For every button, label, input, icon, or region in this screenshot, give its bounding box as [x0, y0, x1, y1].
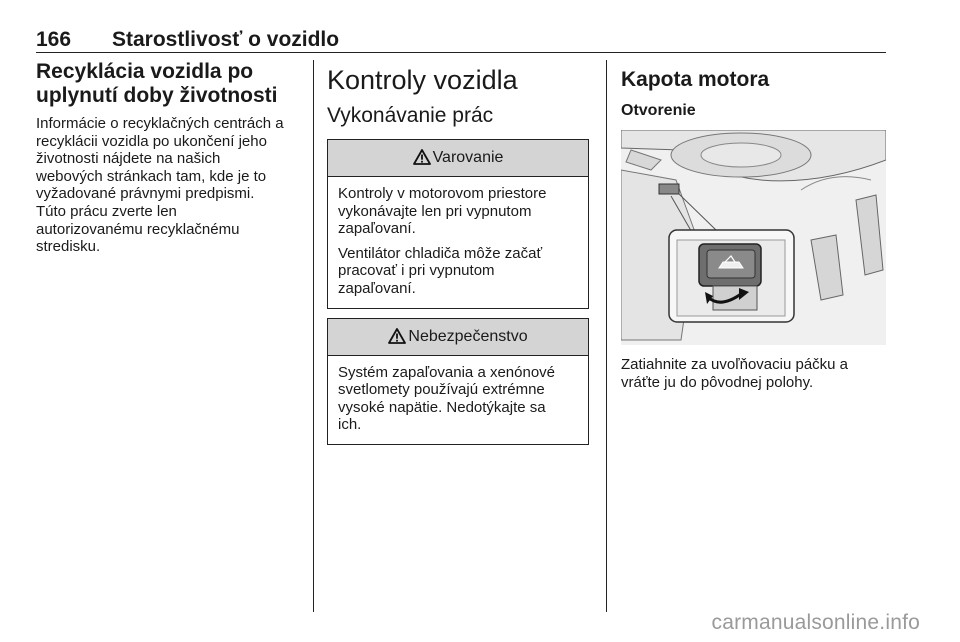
danger-line: svetlomety používajú extrémne [338, 381, 545, 399]
column-recycling [36, 60, 302, 256]
danger-line: Systém zapaľovania a xenónové [338, 363, 556, 381]
column-divider-1 [313, 60, 314, 612]
danger-line: vysoké napätie. Nedotýkajte sa [338, 398, 546, 416]
running-title: Starostlivosť o vozidlo [112, 28, 340, 51]
bonnet-release-illustration [621, 130, 886, 345]
recycling-line: stredisku. [36, 238, 101, 256]
warning-line: zapaľovaní. [338, 220, 416, 238]
recycling-line: Informácie o recyklačných centrách a [36, 115, 284, 132]
bonnet-heading: Kapota motora [621, 68, 770, 91]
column-vehicle-checks [327, 60, 591, 445]
page-header [36, 28, 886, 52]
bonnet-caption [621, 356, 886, 391]
bonnet-release-drawing [621, 130, 886, 345]
warning-line: vykonávajte len pri vypnutom [338, 202, 532, 220]
warning-box [327, 139, 589, 309]
danger-box-header [328, 319, 588, 356]
danger-box-body [328, 356, 588, 444]
recycling-line: recyklácii vozidla po ukončení jeho [36, 132, 267, 150]
warning-triangle-icon [388, 328, 406, 344]
recycling-line: životnosti nájdete na našich [36, 150, 221, 168]
watermark: carmanualsonline.info [711, 611, 920, 634]
caption-line: Zatiahnite za uvoľňovaciu páčku a [621, 356, 849, 373]
warning-title: Varovanie [432, 149, 504, 166]
column-bonnet [621, 60, 886, 121]
warning-box-header [328, 140, 588, 177]
header-rule [36, 52, 886, 53]
recycling-line: Túto prácu zverte len [36, 202, 177, 220]
warning-box-body [328, 177, 588, 308]
danger-box [327, 318, 589, 445]
warning-paragraph [338, 185, 578, 238]
recycling-line: vyžadované právnymi predpismi. [36, 185, 255, 203]
opening-subheading: Otvorenie [621, 102, 696, 119]
vehicle-checks-heading: Kontroly vozidla [327, 65, 518, 95]
page-number: 166 [36, 28, 72, 51]
recycling-line: webových stránkach tam, kde je to [36, 167, 267, 185]
warning-line: zapaľovaní. [338, 279, 416, 297]
warning-paragraph [338, 245, 578, 298]
column-divider-2 [606, 60, 607, 612]
danger-line: ich. [338, 416, 362, 434]
warning-line: pracovať i pri vypnutom [338, 262, 495, 280]
recycling-text [36, 115, 302, 256]
warning-line: Kontroly v motorovom priestore [338, 185, 547, 202]
recycling-line: autorizovanému recyklačnému [36, 220, 240, 238]
warning-triangle-icon [413, 149, 431, 165]
warning-line: Ventilátor chladiča môže začať [338, 244, 543, 262]
danger-title: Nebezpečenstvo [408, 327, 528, 345]
caption-line: vráťte ju do pôvodnej polohy. [621, 373, 814, 391]
performing-work-subheading: Vykonávanie prác [327, 104, 494, 127]
recycling-heading: Recyklácia vozidla po uplynutí doby životnosti [36, 60, 278, 107]
